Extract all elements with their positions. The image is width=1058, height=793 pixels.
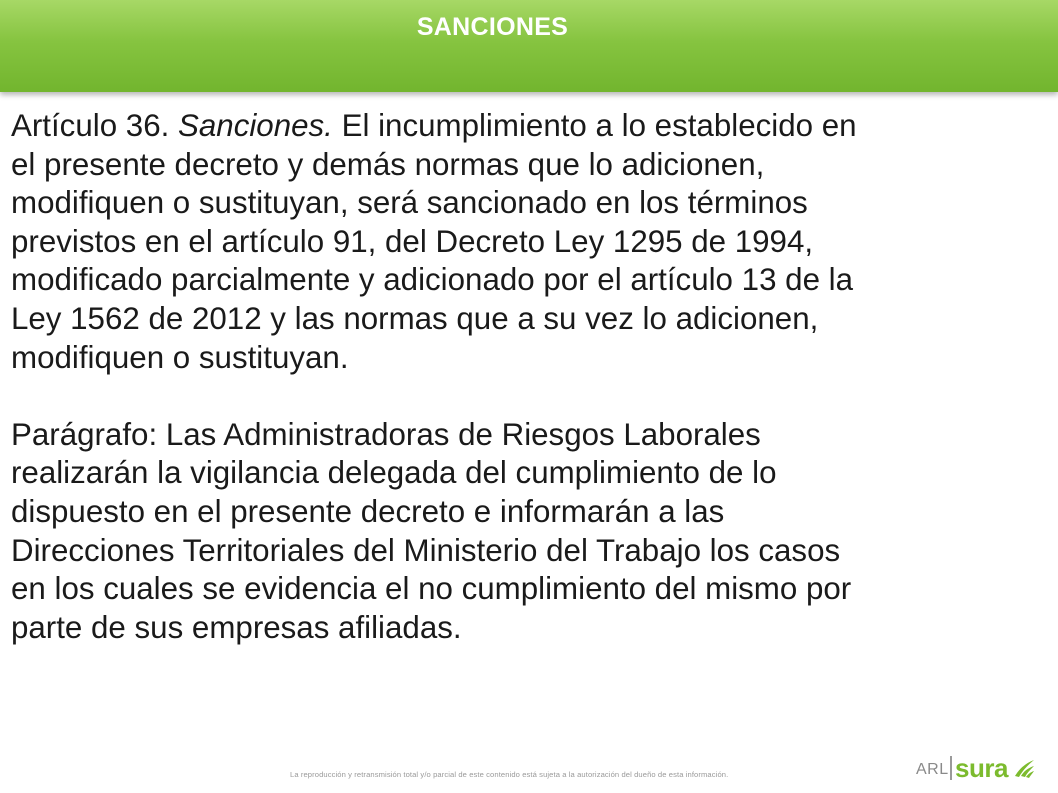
paragraph-line: dispuesto en el presente decreto e informarán a las bbox=[11, 493, 725, 529]
logo-arl-text: ARL bbox=[916, 761, 949, 778]
article-line: modificado parcialmente y adicionado por el artículo 13 de la bbox=[11, 262, 854, 298]
slide-body bbox=[11, 107, 1051, 647]
logo-divider bbox=[950, 756, 952, 780]
page-title: SANCIONES bbox=[416, 13, 569, 41]
logo-sura-text: sura bbox=[955, 753, 1008, 783]
article-line bbox=[11, 107, 1051, 146]
paragraph-line: en los cuales se evidencia el no cumplimiento del mismo por bbox=[11, 571, 852, 607]
article-line: Ley 1562 de 2012 y las normas que a su vez lo adicionen, bbox=[11, 300, 819, 336]
article-line: previstos en el artículo 91, del Decreto Ley 1295 de 1994, bbox=[11, 223, 814, 259]
paragraph-spacer bbox=[11, 377, 1051, 416]
article-line: el presente decreto y demás normas que lo adicionen, bbox=[11, 146, 765, 182]
sura-swoosh-icon bbox=[1012, 756, 1036, 780]
copyright-disclaimer: La reproducción y retransmisión total y/o parcial de este contenido está sujeta a la autorización del dueño de esta información. bbox=[290, 770, 729, 779]
article-line-text: El incumplimiento a lo establecido en bbox=[332, 108, 857, 143]
paragraph-line: parte de sus empresas afiliadas. bbox=[11, 609, 462, 645]
title-bar bbox=[0, 0, 1058, 92]
article-heading: Sanciones. bbox=[178, 108, 333, 143]
article-line: modifiquen o sustituyan, será sancionado en los términos bbox=[11, 185, 808, 221]
paragraph-line: Parágrafo: Las Administradoras de Riesgos Laborales bbox=[11, 416, 761, 452]
arl-sura-logo bbox=[912, 750, 1037, 784]
article-number: Artículo 36. bbox=[11, 108, 170, 143]
paragraph-line: Direcciones Territoriales del Ministerio del Trabajo los casos bbox=[11, 532, 841, 568]
paragraph-line: realizarán la vigilancia delegada del cumplimiento de lo bbox=[11, 455, 777, 491]
article-line: modifiquen o sustituyan. bbox=[11, 339, 349, 375]
